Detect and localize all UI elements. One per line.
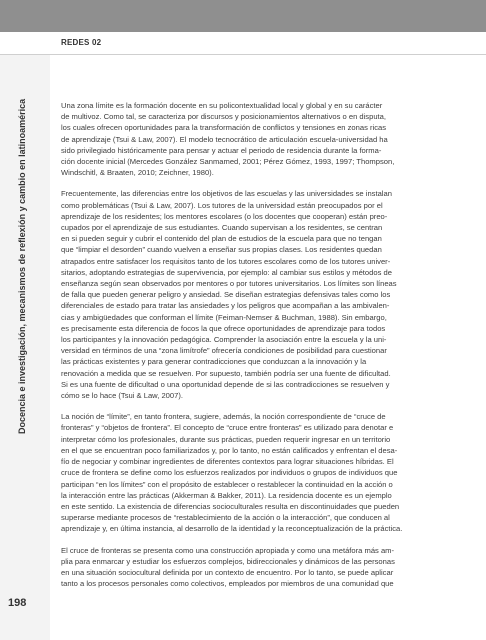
section-label: REDES 02: [61, 38, 102, 47]
paragraph: Una zona límite es la formación docente en su policontextualidad local y global y en su carácter de multivoz. Como tal, se caracteriza por discursos y posicionamientos alternativos o en disputa, los cuales ofrecen oportunidades para la transformación de conflictos y tensiones en zonas ricas de aprendizaje (Tsui & Law, 2007). El modelo tecnocrático de articulación escuela-universidad ha sido privilegiado históricamente para pensar y actuar el periodo de residencia durante la forma- ción docente inicial (Mercedes González Sanmamed, 2001; Pérez Gómez, 1993, 1997; Thompson, Windschitl, & Braaten, 2010; Zeichner, 1980).: [61, 101, 395, 178]
paragraph: Frecuentemente, las diferencias entre los objetivos de las escuelas y las universidades se instalan como problemáticas (Tsui & Law, 2007). Los tutores de la universidad están preocupados por el aprendizaje de los residentes; los mentores escolares (o los docentes que cooperan) están preo- cupados por el aprendizaje de sus estudiantes. Cuando supervisan a los residentes, se centran en si pueden seguir y cubrir el contenido del plan de estudios de la escuela para que no tengan que “limpiar el desorden” cuando vuelven a enseñar sus propias clases. Los residentes quedan atrapados entre satisfacer los requisitos tanto de los tutores escolares como de los tutores univer- sitarios, adoptando estrategias de supervivencia, por ejemplo: al cambiar sus estilos y métodos de enseñanza según sean observados por mentores o por tutores universitarios. Los límites son líneas de falla que pueden generar peligro y ansiedad. Se diseñan estrategias defensivas tales como los diferenciales de estado para tratar las ansiedades y los peligros que acompañan a las ambivalen- cias y ambigüedades que conforman el límite (Feiman-Nemser & Buchman, 1988). Sin embargo, es precisamente esta diferencia de focos la que ofrece oportunidades de aprendizaje para todos los participantes y la innovación pedagógica. Comprender la asociación entre la escuela y la uni- versidad en términos de una “zona limítrofe” ofrecería condiciones de posibilidad para cuestionar las prácticas existentes y para generar contradicciones que conduzcan a la innovación y la renovación a medida que se resuelven. Por supuesto, también podría ser una fuente de dificultad. Si es una fuente de dificultad o una oportunidad depende de si las contradicciones se resuelven y cómo se lo hace (Tsui & Law, 2007).: [61, 189, 397, 401]
top-gray-band: [0, 0, 486, 32]
body-text: [61, 100, 426, 599]
paragraph: El cruce de fronteras se presenta como una construcción apropiada y como una metáfora más am- plia para enmarcar y estudiar los esfuerzos complejos, bidireccionales y dinámicos de las personas en una situación sociocultural definida por un contexto de encuentro. Por lo tanto, se puede aplicar tanto a los procesos personales como colectivos, empleados por miembros de una comunidad que: [61, 545, 395, 589]
header-divider: [0, 54, 486, 55]
page-number: 198: [8, 597, 27, 609]
paragraph: La noción de “límite”, en tanto frontera, sugiere, además, la noción correspondiente de “cruce de fronteras” y “objetos de frontera”. El concepto de “cruce entre fronteras” es utilizado para denotar e interpretar cómo los profesionales, durante sus prácticas, pueden requerir ingresar en un territorio en el que se encuentran poco familiarizados y, por lo tanto, no están calificados y enfrentan el desa- fío de negociar y combinar ingredientes de diferentes contextos para lograr situaciones híbridas. El cruce de frontera se define como los esfuerzos realizados por individuos o grupos de individuos que participan “en los límites” con el propósito de establecer o restablecer la continuidad en la acción o la interacción entre las prácticas (Akkerman & Bakker, 2011). La residencia docente es un ejemplo en este sentido. La existencia de diferencias socioculturales resulta en discontinuidades que pueden superarse mediante procesos de “restablecimiento de la acción o la interacción”, que conducen al aprendizaje y, en última instancia, al desarrollo de la identidad y la reconceptualización de la práctica.: [61, 412, 403, 534]
vertical-book-title: Docencia e investigación, mecanismos de reflexión y cambio en latinoamérica: [17, 98, 27, 434]
